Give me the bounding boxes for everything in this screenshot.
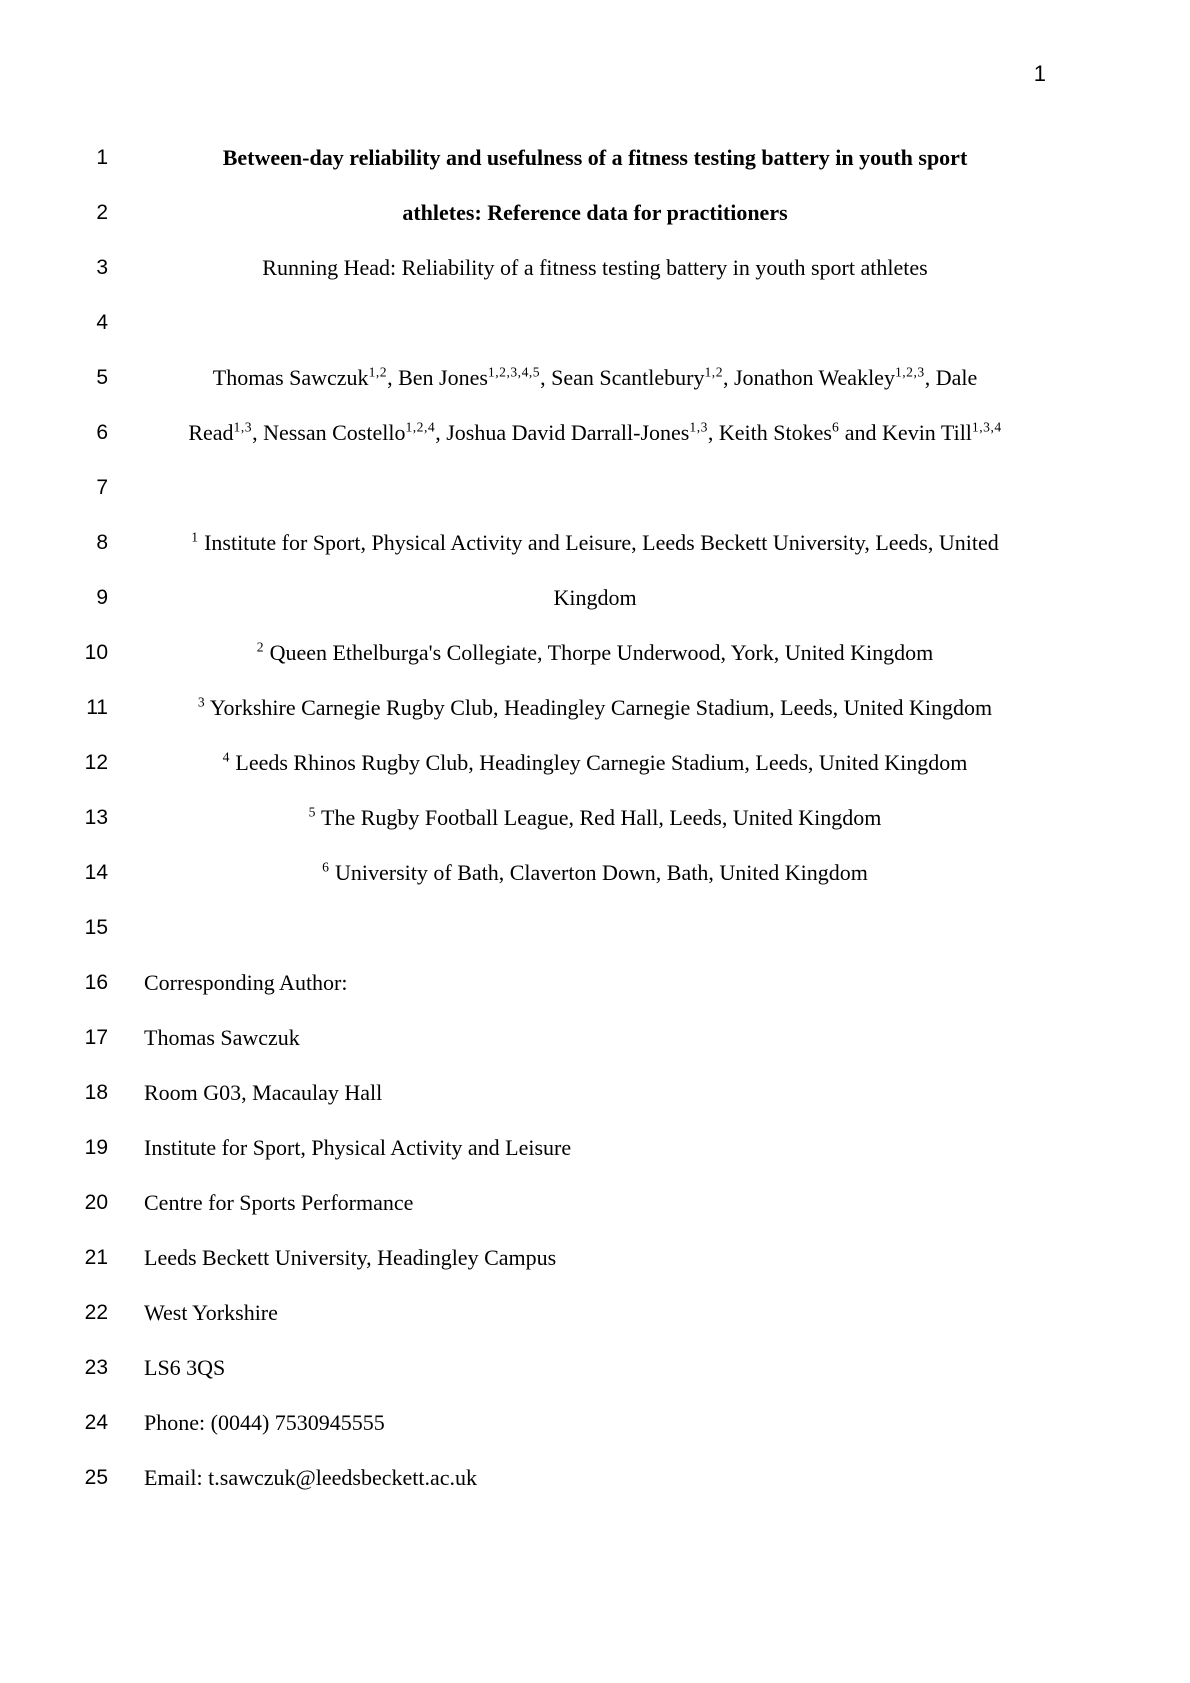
affiliation-1-line-1: $^1$ Institute for Sport, Physical Activity and Leisure, Leeds Beckett University, Leeds, United	[191, 529, 999, 555]
line-number: 23	[84, 1356, 108, 1379]
superscript-affiliation-marker: 6	[322, 859, 330, 875]
manuscript-line	[0, 1120, 1190, 1175]
superscript-affiliation-marker: 1,2	[368, 364, 388, 380]
manuscript-line	[0, 295, 1190, 350]
manuscript-line	[0, 955, 1190, 1010]
page-number: 1	[1033, 61, 1046, 86]
superscript-affiliation-marker: 6	[831, 419, 840, 435]
line-number: 6	[96, 421, 108, 444]
address-centre: Centre for Sports Performance	[144, 1190, 414, 1215]
blank-line	[144, 460, 1046, 515]
line-number: 21	[84, 1246, 108, 1269]
manuscript-line	[0, 1175, 1190, 1230]
superscript-affiliation-marker: 1,2	[704, 364, 723, 380]
line-number: 15	[84, 916, 108, 939]
affiliation-2: $^2$ Queen Ethelburga's Collegiate, Thorpe Underwood, York, United Kingdom	[256, 639, 934, 665]
manuscript-lines	[0, 130, 1190, 1505]
superscript-affiliation-marker: 1,3	[689, 419, 708, 435]
manuscript-line	[0, 515, 1190, 570]
corresponding-author-label: Corresponding Author:	[144, 970, 348, 995]
superscript-affiliation-marker: 2	[256, 639, 265, 655]
manuscript-line	[0, 460, 1190, 515]
superscript-affiliation-marker: 3	[197, 694, 206, 710]
corresponding-author-name: Thomas Sawczuk	[144, 1025, 300, 1050]
affiliation-6: $^6$ University of Bath, Claverton Down, Bath, United Kingdom	[322, 859, 868, 885]
superscript-affiliation-marker: 4	[222, 749, 230, 765]
line-number: 22	[84, 1301, 108, 1324]
line-number: 19	[84, 1136, 108, 1159]
superscript-affiliation-marker: 1,2,4	[405, 419, 436, 435]
manuscript-line	[0, 1065, 1190, 1120]
line-number: 9	[96, 586, 108, 609]
running-head: Running Head: Reliability of a fitness testing battery in youth sport athletes	[262, 255, 928, 280]
manuscript-line	[0, 900, 1190, 955]
line-number: 12	[84, 751, 108, 774]
manuscript-line	[0, 625, 1190, 680]
manuscript-line	[0, 790, 1190, 845]
superscript-affiliation-marker: 1,3,4	[971, 419, 1002, 435]
manuscript-line	[0, 130, 1190, 185]
affiliation-3: $^3$ Yorkshire Carnegie Rugby Club, Headingley Carnegie Stadium, Leeds, United Kingdom	[197, 694, 993, 720]
blank-line	[144, 900, 1046, 955]
affiliation-5: $^5$ The Rugby Football League, Red Hall, Leeds, United Kingdom	[308, 804, 882, 830]
line-number: 4	[96, 311, 108, 334]
authors-line-2: Read$^{1,3}$, Nessan Costello$^{1,2,4}$, Joshua David Darrall-Jones$^{1,3}$, Keith Stokes$^6$ and Kevin Till$^{1,3,4}$	[188, 419, 1002, 445]
line-number: 20	[84, 1191, 108, 1214]
superscript-affiliation-marker: 1,2,3	[894, 364, 925, 380]
affiliation-1-line-2: Kingdom	[553, 585, 637, 610]
superscript-affiliation-marker: 1,2,3,4,5	[487, 364, 541, 380]
line-number: 16	[84, 971, 108, 994]
affiliation-4: $^4$ Leeds Rhinos Rugby Club, Headingley Carnegie Stadium, Leeds, United Kingdom	[222, 749, 968, 775]
authors-line-1: Thomas Sawczuk$^{1,2}$, Ben Jones$^{1,2,3,4,5}$, Sean Scantlebury$^{1,2}$, Jonathon Weakley$^{1,2,3}$, Dale	[212, 364, 978, 390]
manuscript-line	[0, 1450, 1190, 1505]
manuscript-line	[0, 405, 1190, 460]
superscript-affiliation-marker: 5	[308, 804, 316, 820]
manuscript-line	[0, 240, 1190, 295]
line-number: 24	[84, 1411, 108, 1434]
line-number: 17	[84, 1026, 108, 1049]
manuscript-line	[0, 185, 1190, 240]
blank-line	[144, 295, 1046, 350]
line-number: 10	[84, 641, 108, 664]
manuscript-line	[0, 570, 1190, 625]
manuscript-line	[0, 1230, 1190, 1285]
manuscript-line	[0, 845, 1190, 900]
email-line: Email: t.sawczuk@leedsbeckett.ac.uk	[144, 1465, 478, 1490]
manuscript-line	[0, 1340, 1190, 1395]
line-number: 18	[84, 1081, 108, 1104]
manuscript-line	[0, 350, 1190, 405]
manuscript-line	[0, 1285, 1190, 1340]
line-number: 3	[96, 256, 108, 279]
superscript-affiliation-marker: 1,3	[233, 419, 253, 435]
address-room: Room G03, Macaulay Hall	[144, 1080, 383, 1105]
address-university: Leeds Beckett University, Headingley Campus	[144, 1245, 557, 1270]
address-county: West Yorkshire	[144, 1300, 278, 1325]
superscript-affiliation-marker: 1	[191, 529, 199, 545]
address-postcode: LS6 3QS	[144, 1355, 226, 1380]
line-number: 7	[96, 476, 108, 499]
manuscript-line	[0, 735, 1190, 790]
title-line-2: athletes: Reference data for practitioners	[402, 200, 788, 225]
title-line-1: Between-day reliability and usefulness of a fitness testing battery in youth sport	[222, 145, 968, 170]
manuscript-line	[0, 1010, 1190, 1065]
line-number: 2	[96, 201, 108, 224]
phone-line: Phone: (0044) 7530945555	[144, 1410, 385, 1435]
line-number: 11	[86, 696, 108, 719]
line-number: 13	[84, 806, 108, 829]
manuscript-line	[0, 1395, 1190, 1450]
manuscript-line	[0, 680, 1190, 735]
line-number: 8	[96, 531, 108, 554]
line-number: 5	[96, 366, 108, 389]
line-number: 1	[96, 146, 108, 169]
address-institute: Institute for Sport, Physical Activity and Leisure	[144, 1135, 572, 1160]
line-number: 14	[84, 861, 108, 884]
line-number: 25	[84, 1466, 108, 1489]
